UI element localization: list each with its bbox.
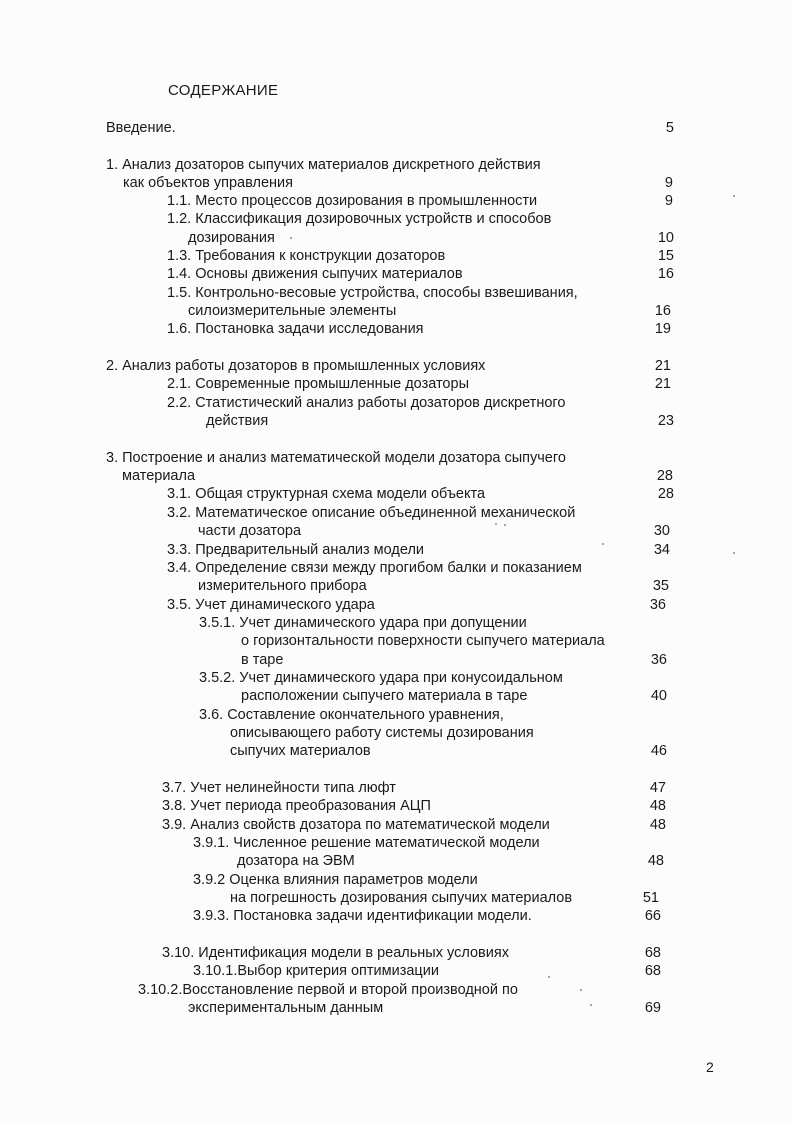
toc-page-number: 10 (657, 230, 674, 246)
toc-page-number: 68 (644, 945, 661, 961)
toc-entry-line: 3.9.3. Постановка задачи идентификации модели. (193, 908, 532, 924)
toc-entry-line: 3.10.1.Выбор критерия оптимизации (193, 963, 439, 979)
toc-entry-line: силоизмерительные элементы (188, 303, 397, 319)
toc-entry-line: о горизонтальности поверхности сыпучего материала (241, 633, 605, 649)
toc-entry-line: 1.3. Требования к конструкции дозаторов (167, 248, 446, 264)
toc-entry-line: 3.9. Анализ свойств дозатора по математической модели (162, 817, 550, 833)
toc-entry-line: 3.6. Составление окончательного уравнения, (199, 707, 504, 723)
toc-page-number: 40 (650, 688, 667, 704)
toc-entry-line: 3.4. Определение связи между прогибом балки и показанием (167, 560, 582, 576)
toc-entry-line: части дозатора (198, 523, 302, 539)
toc-entry-line: 1.4. Основы движения сыпучих материалов (167, 266, 463, 282)
toc-entry-line: 3.2. Математическое описание объединенной механической (167, 505, 576, 521)
scan-speck (590, 1004, 592, 1006)
toc-page-number: 48 (647, 853, 664, 869)
toc-page-number: 30 (653, 523, 670, 539)
toc-entry-line: описывающего работу системы дозирования (230, 725, 534, 741)
scan-speck (580, 989, 582, 991)
toc-entry-line: 3.8. Учет периода преобразования АЦП (162, 798, 431, 814)
toc-entry-line: в таре (241, 652, 284, 668)
toc-entry-line: 3.7. Учет нелинейности типа люфт (162, 780, 396, 796)
toc-page-number: 48 (649, 798, 666, 814)
toc-page-number: 46 (650, 743, 667, 759)
toc-page-number: 36 (650, 652, 667, 668)
toc-entry-line: сыпучих материалов (230, 743, 371, 759)
page-number: 2 (706, 1059, 714, 1075)
toc-page-number: 28 (656, 468, 673, 484)
toc-entry-line: 2. Анализ работы дозаторов в промышленных условиях (106, 358, 486, 374)
scan-speck (548, 976, 550, 978)
toc-entry-line: 3.10. Идентификация модели в реальных условиях (162, 945, 509, 961)
scan-speck (495, 523, 497, 525)
toc-page-number: 68 (644, 963, 661, 979)
toc-entry-line: 1.1. Место процессов дозирования в промышленности (167, 193, 538, 209)
toc-entry-line: измерительного прибора (198, 578, 367, 594)
toc-entry-line: 1.5. Контрольно-весовые устройства, способы взвешивания, (167, 285, 578, 301)
toc-entry-line: дозирования (188, 230, 275, 246)
toc-page-number: 19 (654, 321, 671, 337)
page-title: СОДЕРЖАНИЕ (168, 82, 279, 99)
toc-entry-line: дозатора на ЭВМ (237, 853, 355, 869)
toc-entry-line: 3.10.2.Восстановление первой и второй производной по (138, 982, 518, 998)
toc-page-number: 35 (652, 578, 669, 594)
toc-entry-line: материала (122, 468, 196, 484)
toc-entry-line: 1. Анализ дозаторов сыпучих материалов дискретного действия (106, 157, 541, 173)
toc-page-number: 15 (657, 248, 674, 264)
toc-page-number: 69 (644, 1000, 661, 1016)
toc-entry-line: действия (206, 413, 269, 429)
toc-entry-line: 3.9.1. Численное решение математической модели (193, 835, 540, 851)
toc-page-number: 21 (654, 376, 671, 392)
toc-entry-line: 3.9.2 Оценка влияния параметров модели (193, 872, 478, 888)
toc-entry-line: 3.5. Учет динамического удара (167, 597, 375, 613)
toc-page-number: 16 (657, 266, 674, 282)
toc-page-number: 21 (654, 358, 671, 374)
toc-entry-line: как объектов управления (123, 175, 293, 191)
toc-page-number: 5 (665, 120, 674, 136)
toc-entry-line: 3.5.2. Учет динамического удара при конусоидальном (199, 670, 563, 686)
toc-entry-line: 3.1. Общая структурная схема модели объекта (167, 486, 486, 502)
toc-page-number: 9 (664, 193, 673, 209)
toc-entry-line: Введение. (106, 120, 176, 136)
toc-page-number: 51 (642, 890, 659, 906)
toc-page-number: 16 (654, 303, 671, 319)
toc-entry-line: 1.6. Постановка задачи исследования (167, 321, 424, 337)
scan-speck (733, 552, 735, 554)
toc-page-number: 36 (649, 597, 666, 613)
scan-speck (290, 237, 292, 239)
toc-entry-line: на погрешность дозирования сыпучих материалов (230, 890, 573, 906)
toc-entry-line: экспериментальным данным (188, 1000, 384, 1016)
toc-page-number: 9 (664, 175, 673, 191)
toc-page-number: 66 (644, 908, 661, 924)
toc-page-number: 47 (649, 780, 666, 796)
scan-speck (602, 543, 604, 545)
scan-speck (733, 195, 735, 197)
scan-speck (504, 524, 506, 526)
toc-entry-line: 1.2. Классификация дозировочных устройств и способов (167, 211, 552, 227)
toc-page-number: 28 (657, 486, 674, 502)
toc-page-number: 23 (657, 413, 674, 429)
toc-entry-line: 3.3. Предварительный анализ модели (167, 542, 424, 558)
toc-entry-line: 3.5.1. Учет динамического удара при допущении (199, 615, 527, 631)
toc-page-number: 34 (653, 542, 670, 558)
toc-entry-line: расположении сыпучего материала в таре (241, 688, 528, 704)
toc-page-number: 48 (649, 817, 666, 833)
toc-entry-line: 2.2. Статистический анализ работы дозаторов дискретного (167, 395, 566, 411)
toc-entry-line: 3. Построение и анализ математической модели дозатора сыпучего (106, 450, 566, 466)
toc-entry-line: 2.1. Современные промышленные дозаторы (167, 376, 469, 392)
